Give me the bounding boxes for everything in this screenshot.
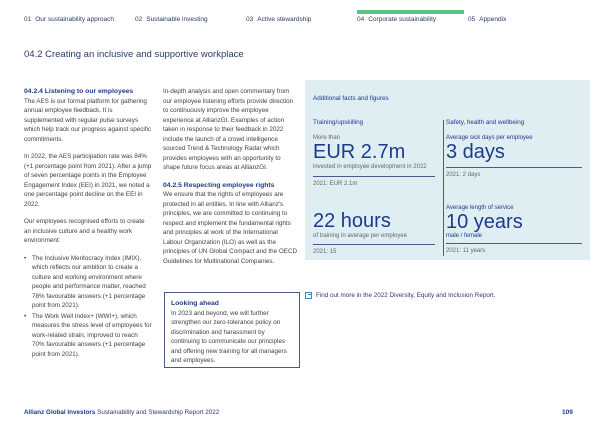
footer-report-title: Sustainability and Stewardship Report 2022 xyxy=(97,409,220,416)
nav-item-sustainable-investing[interactable] xyxy=(135,16,208,23)
training-section xyxy=(313,119,435,255)
facts-title: Additional facts and figures xyxy=(313,95,389,102)
nav-item-corporate-sustainability[interactable] xyxy=(357,16,436,23)
training-investment-value: EUR 2.7m xyxy=(313,141,406,163)
footer xyxy=(24,409,219,416)
safety-heading: Safety, health and wellbeing xyxy=(446,119,525,126)
nav-label: Active stewardship xyxy=(257,16,312,23)
training-pre-label: More than xyxy=(313,135,341,141)
training-investment-desc: invested in employee development in 2022 xyxy=(313,164,427,170)
nav-num: 04 xyxy=(357,16,365,23)
training-investment-prev: 2021: EUR 2.1m xyxy=(313,180,358,187)
sick-days-prev: 2021: 2 days xyxy=(446,172,481,178)
active-section-indicator xyxy=(357,10,464,14)
safety-section xyxy=(446,119,582,254)
section-heading-rights: 04.2.5 Respecting employee rights xyxy=(163,181,275,189)
divider xyxy=(446,167,582,168)
sick-days-value: 3 days xyxy=(446,141,505,163)
service-length-label: Average length of service xyxy=(446,205,514,211)
paragraph: We ensure that the rights of employees are protected in all entities. In line with Allianz's principles, we are committed to continuing to respect and implement the fundamental rights and principles at work of the International Labour Organization (ILO) as well as the principles of UN Global Compact and the OECD Guidelines for Multinational Companies. xyxy=(163,191,298,265)
paragraph: In 2022, the AES participation rate was 84% (+1 percentage point from 2021). After a jump of seven percentage points in the Employee Engagement Index (EEI) in 2021, we noted a one percentage point decline on the EEI in 2022. xyxy=(24,153,152,208)
column-middle xyxy=(163,87,299,274)
nav-label: Sustainable investing xyxy=(146,16,208,23)
bullet-item: • The Inclusive Meritocracy Index (IMIX), which reflects our ambition to create a culture and working environment where people and performance matter, reached 78% favourable answers (+1 percentage point from 2021). xyxy=(24,254,152,311)
divider xyxy=(313,176,435,177)
dei-report-link[interactable] xyxy=(305,292,495,299)
external-link-icon xyxy=(305,292,312,299)
facts-panel xyxy=(305,80,590,260)
section-nav xyxy=(0,0,600,30)
paragraph: The AES is our formal platform for gathering annual employee feedback. It is supplemented with regular pulse surveys which help track our progress against specific commitments. xyxy=(24,97,152,143)
looking-ahead-heading: Looking ahead xyxy=(171,300,219,307)
nav-item-sustainability-approach[interactable] xyxy=(24,16,114,23)
divider xyxy=(313,244,435,245)
footer-brand: Allianz Global Investors xyxy=(24,409,96,416)
paragraph: In-depth analysis and open commentary from our employee listening efforts provide direction to continuously improve the employee experience at AllianzGI. Examples of action taken in response to their feedback in 2022 include the launch of a crowd intelligence sourced Trend & Technology Radar which provides employees with an opportunity to shape future focus areas at AllianzGI. xyxy=(163,88,294,171)
paragraph: Our employees recognised efforts to create an inclusive culture and a healthy work environment: xyxy=(24,218,145,244)
vertical-divider xyxy=(443,120,444,256)
bullet-item: • The Work Well Index+ (WWI+), which measures the stress level of employees for work-related strain, improved to reach 70% favourable answers (+1 percentage point from 2021). xyxy=(24,312,152,360)
looking-ahead-box xyxy=(164,292,300,368)
nav-item-appendix[interactable] xyxy=(468,16,506,23)
bullet-list xyxy=(24,254,152,360)
service-length-sub: male / female xyxy=(446,233,483,239)
training-hours-desc: of training in average per employee xyxy=(313,232,408,239)
nav-item-active-stewardship[interactable] xyxy=(246,16,311,23)
looking-ahead-text: In 2023 and beyond, we will further strengthen our zero-tolerance policy on discrimination and harassment by continuing to communicate our principles and offering new training for all managers and employees. xyxy=(171,309,287,364)
service-length-prev: 2021: 11 years xyxy=(446,248,486,254)
nav-label: Corporate sustainability xyxy=(368,16,437,23)
section-heading-listening: 04.2.4 Listening to our employees xyxy=(24,88,134,95)
nav-num: 03 xyxy=(246,16,254,23)
page-title: 04.2 Creating an inclusive and supportive workplace xyxy=(24,49,244,60)
nav-num: 02 xyxy=(135,16,143,23)
nav-label: Appendix xyxy=(479,16,507,23)
nav-label: Our sustainability approach xyxy=(35,16,114,23)
nav-num: 05 xyxy=(468,16,476,23)
training-hours-prev: 2021: 15 xyxy=(313,249,337,255)
nav-num: 01 xyxy=(24,16,32,23)
column-left xyxy=(24,87,152,360)
page-number: 109 xyxy=(562,409,573,416)
training-hours-value: 22 hours xyxy=(313,209,391,232)
dei-report-link-text: Find out more in the 2022 Diversity, Equity and Inclusion Report. xyxy=(316,292,496,299)
training-heading: Training/upskilling xyxy=(313,119,364,126)
service-length-value: 10 years xyxy=(446,211,523,233)
sick-days-label: Average sick days per employee xyxy=(446,135,533,141)
divider xyxy=(446,243,582,244)
